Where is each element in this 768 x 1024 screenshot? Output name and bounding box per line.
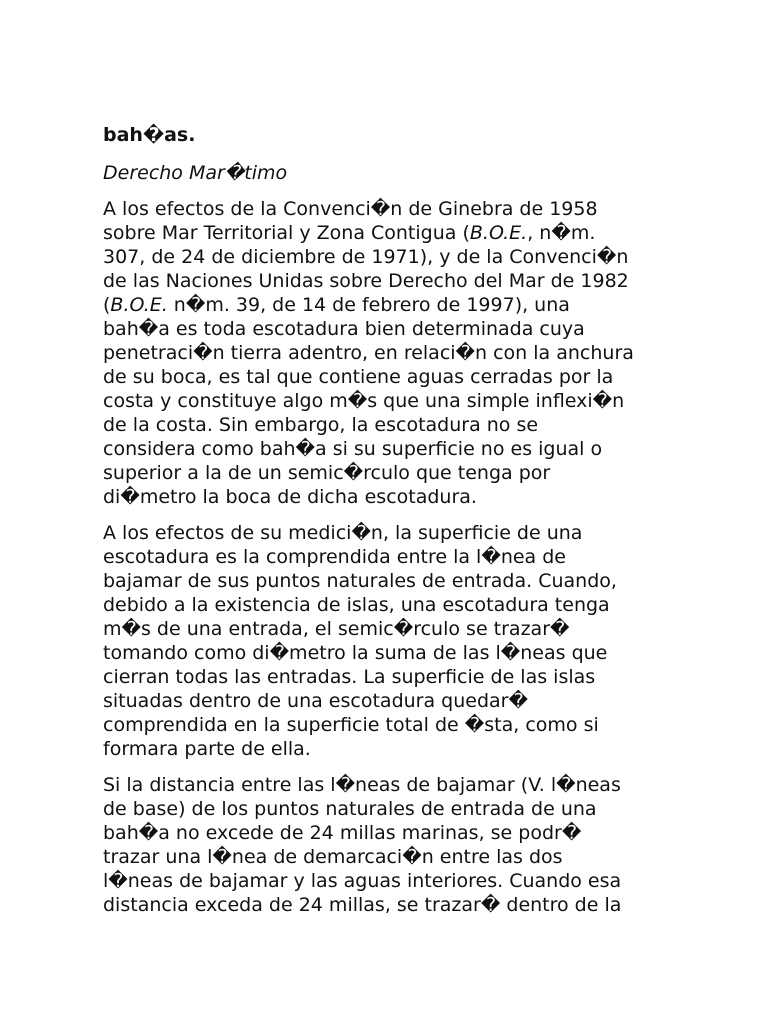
paragraph-line: trazar una l�nea de demarcaci�n entre las dos: [103, 846, 563, 868]
paragraph-line: A los efectos de la Convenci�n de Ginebra de 1958: [103, 198, 598, 220]
paragraph-line: A los efectos de su medici�n, la superficie de una: [103, 522, 583, 544]
italic-citation: B.O.E.: [110, 294, 168, 316]
paragraph-line: de base) de los puntos naturales de entrada de una: [103, 798, 597, 820]
paragraph-line: tomando como di�metro la suma de las l�neas que: [103, 642, 608, 664]
entry-title: bah�as.: [103, 124, 196, 146]
paragraph-line: di�metro la boca de dicha escotadura.: [103, 486, 477, 508]
paragraph-line: de las Naciones Unidas sobre Derecho del Mar de 1982: [103, 270, 629, 292]
paragraph-line: de la costa. Sin embargo, la escotadura no se: [103, 414, 539, 436]
paragraph-line: comprendida en la superficie total de �sta, como si: [103, 714, 599, 736]
paragraph-line: debido a la existencia de islas, una escotadura tenga: [103, 594, 610, 616]
paragraph-line: costa y constituye algo m�s que una simple inflexi�n: [103, 390, 625, 412]
paragraph-line: [103, 221, 673, 245]
paragraph-line: Si la distancia entre las l�neas de bajamar (V. l�neas: [103, 774, 621, 796]
paragraph-line: [103, 293, 673, 317]
paragraph-line: 307, de 24 de diciembre de 1971), y de la Convenci�n: [103, 246, 629, 268]
paragraph-line: l�neas de bajamar y las aguas interiores. Cuando esa: [103, 870, 622, 892]
paragraph-2: [103, 521, 673, 761]
text-run: sobre Mar Territorial y Zona Contigua (: [103, 222, 470, 244]
paragraph-line: bah�a es toda escotadura bien determinada cuya: [103, 318, 585, 340]
paragraph-line: bajamar de sus puntos naturales de entrada. Cuando,: [103, 570, 617, 592]
entry-subject: Derecho Mar�timo: [103, 162, 288, 184]
paragraph-3: [103, 773, 673, 917]
paragraph-line: formara parte de ella.: [103, 738, 311, 760]
paragraph-1: [103, 197, 673, 509]
paragraph-line: distancia exceda de 24 millas, se trazar� dentro de la: [103, 894, 622, 916]
paragraph-line: superior a la de un semic�rculo que tenga por: [103, 462, 551, 484]
paragraph-line: penetraci�n tierra adentro, en relaci�n con la anchura: [103, 342, 634, 364]
paragraph-line: bah�a no excede de 24 millas marinas, se podr�: [103, 822, 582, 844]
paragraph-line: considera como bah�a si su superficie no es igual o: [103, 438, 603, 460]
paragraph-line: de su boca, es tal que contiene aguas cerradas por la: [103, 366, 614, 388]
paragraph-line: situadas dentro de una escotadura quedar�: [103, 690, 528, 712]
paragraph-line: cierran todas las entradas. La superficie de las islas: [103, 666, 596, 688]
italic-citation: B.O.E.: [469, 222, 528, 244]
paragraph-line: escotadura es la comprendida entre la l�nea de: [103, 546, 566, 568]
paragraph-line: m�s de una entrada, el semic�rculo se trazar�: [103, 618, 570, 640]
document-page: [103, 121, 673, 929]
text-run: (: [103, 294, 111, 316]
text-run: n�m. 39, de 14 de febrero de 1997), una: [167, 294, 570, 316]
text-run: , n�m.: [527, 222, 596, 244]
